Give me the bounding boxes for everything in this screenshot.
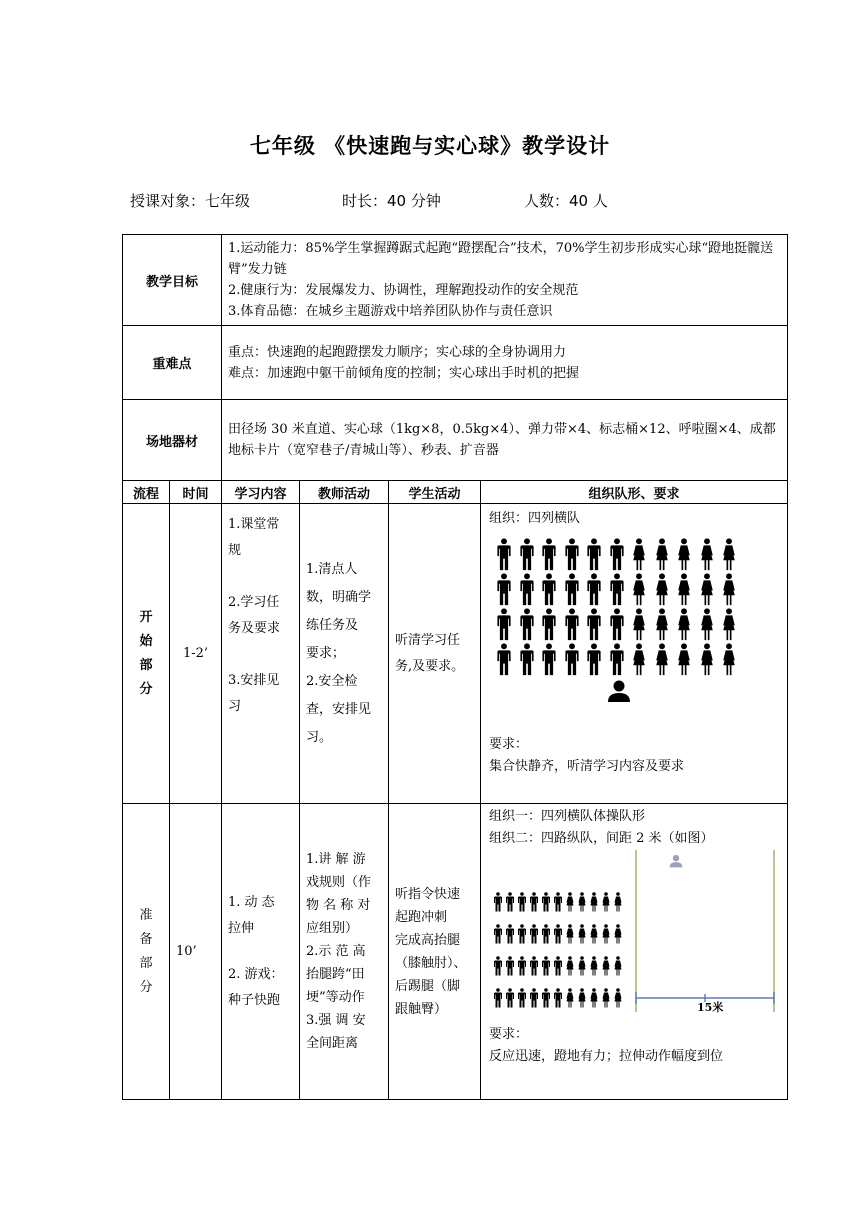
student-person-icon [505, 892, 515, 920]
equipment-row [123, 400, 788, 481]
student-person-icon [589, 924, 599, 952]
student-person-icon [613, 892, 623, 920]
teacher-line: 应组别） [306, 921, 359, 936]
start-content [222, 504, 300, 804]
student-person-icon [517, 924, 527, 952]
student-person-icon [613, 956, 623, 984]
student-person-icon [565, 956, 575, 984]
start-stage [123, 504, 170, 804]
teacher-line: 3.强 调 安 [306, 1013, 366, 1028]
content-line: 2.学习任 [228, 595, 280, 610]
teacher-line: 数，明确学 [306, 589, 372, 605]
stage-char: 部 [139, 657, 153, 673]
org-line: 组织二：四路纵队，间距 2 米（如图） [489, 831, 714, 846]
student-line: （膝触肘）、 [395, 955, 467, 971]
requirement-label: 要求： [489, 1027, 529, 1042]
meta-target: 授课对象：七年级 [130, 192, 251, 210]
student-person-icon [541, 892, 551, 920]
student-person-icon [565, 988, 575, 1016]
student-person-icon [529, 988, 539, 1016]
student-person-icon [517, 956, 527, 984]
student-person-icon [585, 643, 603, 684]
start-row [123, 504, 788, 804]
teacher-line: 全间距离 [306, 1036, 359, 1051]
header-cell: 流程 [123, 481, 170, 504]
teacher-line: 练任务及 [306, 617, 359, 633]
student-line: 完成高抬腿 [395, 932, 461, 948]
student-person-icon [589, 956, 599, 984]
keys-label: 重难点 [123, 326, 222, 400]
student-person-icon [563, 643, 581, 684]
teacher-icon [607, 680, 631, 710]
student-line: 起跑冲刺 [395, 909, 448, 925]
student-person-icon [517, 892, 527, 920]
student-person-icon [553, 956, 563, 984]
keys-row [123, 326, 788, 400]
lesson-table [122, 234, 788, 1100]
student-person-icon [698, 643, 716, 684]
student-person-icon [720, 643, 738, 684]
student-person-icon [577, 988, 587, 1016]
keys-text [222, 326, 788, 400]
key-line: 重点：快速跑的起跑蹬摆发力顺序；实心球的全身协调用力 [228, 344, 567, 360]
student-person-icon [505, 956, 515, 984]
stage-char: 分 [139, 681, 153, 697]
student-person-icon [505, 988, 515, 1016]
content-line: 规 [228, 543, 242, 558]
header-cell: 时间 [170, 481, 222, 504]
stage-char: 分 [139, 979, 153, 995]
content-line: 1.课堂常 [228, 517, 280, 532]
org-title: 组织：四列横队 [489, 511, 581, 526]
teacher-line: 戏规则（作 [306, 875, 372, 890]
student-person-icon [601, 956, 611, 984]
student-person-icon [577, 924, 587, 952]
stage-char: 开 [139, 609, 153, 625]
student-person-icon [613, 988, 623, 1016]
student-person-icon [505, 924, 515, 952]
prep-time: 10’ [170, 804, 222, 1100]
start-student [389, 504, 481, 804]
teacher-line: 抬腿跨“田 [306, 967, 365, 982]
header-cell: 学生活动 [389, 481, 481, 504]
student-line: 听指令快速 [395, 886, 461, 902]
student-person-icon [565, 892, 575, 920]
student-person-icon [529, 892, 539, 920]
student-person-icon [518, 643, 536, 684]
student-person-icon [565, 924, 575, 952]
meta-count: 人数：40 人 [524, 192, 608, 210]
student-person-icon [540, 643, 558, 684]
start-teacher [300, 504, 389, 804]
stage-char: 备 [139, 931, 153, 947]
goal-line: 2.健康行为：发展爆发力、协调性，理解跑投动作的安全规范 [228, 283, 579, 298]
student-person-icon [601, 892, 611, 920]
student-person-icon [493, 892, 503, 920]
goal-line: 3.体育品德：在城乡主题游戏中培养团队协作与责任意识 [228, 304, 553, 319]
student-person-icon [675, 643, 693, 684]
student-person-icon [589, 892, 599, 920]
goal-line: 1.运动能力：85%学生掌握蹲踞式起跑“蹬摆配合”技术，70%学生初步形成实心球“蹬地挺髋送臂”发力链 [228, 241, 774, 277]
stage-char: 准 [139, 907, 153, 923]
student-person-icon [589, 988, 599, 1016]
teacher-line: 1.讲 解 游 [306, 852, 366, 867]
org-line: 组织一：四列横队体操队形 [489, 809, 646, 824]
teacher-line: 物 名 称 对 [306, 898, 371, 913]
teacher-line: 2.安全检 [306, 673, 358, 689]
student-person-icon [541, 924, 551, 952]
student-person-icon [577, 892, 587, 920]
student-person-icon [577, 956, 587, 984]
student-person-icon [495, 643, 513, 684]
teacher-line: 1.清点人 [306, 561, 358, 577]
content-line: 习 [228, 699, 242, 714]
content-line: 1. 动 态 [228, 894, 275, 910]
student-person-icon [493, 956, 503, 984]
distance-label: 15米 [697, 1001, 724, 1014]
requirement-label: 要求： [489, 737, 529, 752]
equipment-label: 场地器材 [123, 400, 222, 481]
student-person-icon [541, 988, 551, 1016]
teacher-line: 习。 [306, 729, 333, 745]
prep-content [222, 804, 300, 1100]
student-person-icon [601, 988, 611, 1016]
prep-organization [481, 804, 788, 1100]
student-person-icon [613, 924, 623, 952]
student-person-icon [517, 988, 527, 1016]
student-person-icon [553, 892, 563, 920]
goals-label: 教学目标 [123, 235, 222, 326]
meta-duration: 时长：40 分钟 [342, 192, 441, 210]
prep-teacher [300, 804, 389, 1100]
student-person-icon [601, 924, 611, 952]
header-row [123, 481, 788, 504]
stage-char: 部 [139, 955, 153, 971]
student-person-icon [608, 643, 626, 684]
key-line: 难点：加速跑中躯干前倾角度的控制；实心球出手时机的把握 [228, 365, 580, 381]
track-diagram [634, 850, 784, 1020]
student-person-icon [553, 924, 563, 952]
column-formation-figure [489, 850, 779, 1018]
coach-icon [669, 854, 683, 876]
equipment-text: 田径场 30 米直道、实心球（1kg×8，0.5kg×4）、弹力带×4、标志桶×12、呼啦圈×4、成都地标卡片（宽窄巷子/青城山等）、秒表、扩音器 [222, 400, 788, 481]
teacher-line: 2.示 范 高 [306, 944, 366, 959]
student-person-icon [493, 988, 503, 1016]
requirement-text: 反应迅速，蹬地有力；拉伸动作幅度到位 [489, 1049, 724, 1064]
student-person-icon [529, 956, 539, 984]
content-line: 务及要求 [228, 621, 281, 636]
goals-text [222, 235, 788, 326]
content-line: 2. 游戏： [228, 966, 284, 982]
header-cell: 学习内容 [222, 481, 300, 504]
document-title: 七年级 《快速跑与实心球》教学设计 [249, 134, 611, 158]
content-line: 拉伸 [228, 920, 255, 936]
student-person-icon [653, 643, 671, 684]
student-person-icon [553, 988, 563, 1016]
content-line: 种子快跑 [228, 992, 281, 1008]
header-cell: 教师活动 [300, 481, 389, 504]
prep-student [389, 804, 481, 1100]
student-line: 务,及要求。 [395, 658, 465, 674]
requirement-text: 集合快静齐，听清学习内容及要求 [489, 759, 685, 774]
start-organization [481, 504, 788, 804]
stage-char: 始 [139, 633, 153, 649]
prep-stage [123, 804, 170, 1100]
teacher-line: 要求； [306, 645, 346, 661]
start-time: 1-2’ [170, 504, 222, 804]
student-line: 后踢腿（脚 [395, 978, 461, 994]
teacher-line: 查，安排见 [306, 701, 372, 717]
student-person-icon [493, 924, 503, 952]
four-row-formation-figure [489, 530, 779, 710]
teacher-line: 埂”等动作 [306, 990, 365, 1005]
content-line: 3.安排见 [228, 673, 280, 688]
header-cell: 组织队形、要求 [481, 481, 788, 504]
student-line: 听清学习任 [395, 632, 461, 648]
student-line: 跟触臀） [395, 1001, 448, 1017]
student-person-icon [541, 956, 551, 984]
prep-row [123, 804, 788, 1100]
student-person-icon [630, 643, 648, 684]
student-person-icon [529, 924, 539, 952]
goals-row [123, 235, 788, 326]
